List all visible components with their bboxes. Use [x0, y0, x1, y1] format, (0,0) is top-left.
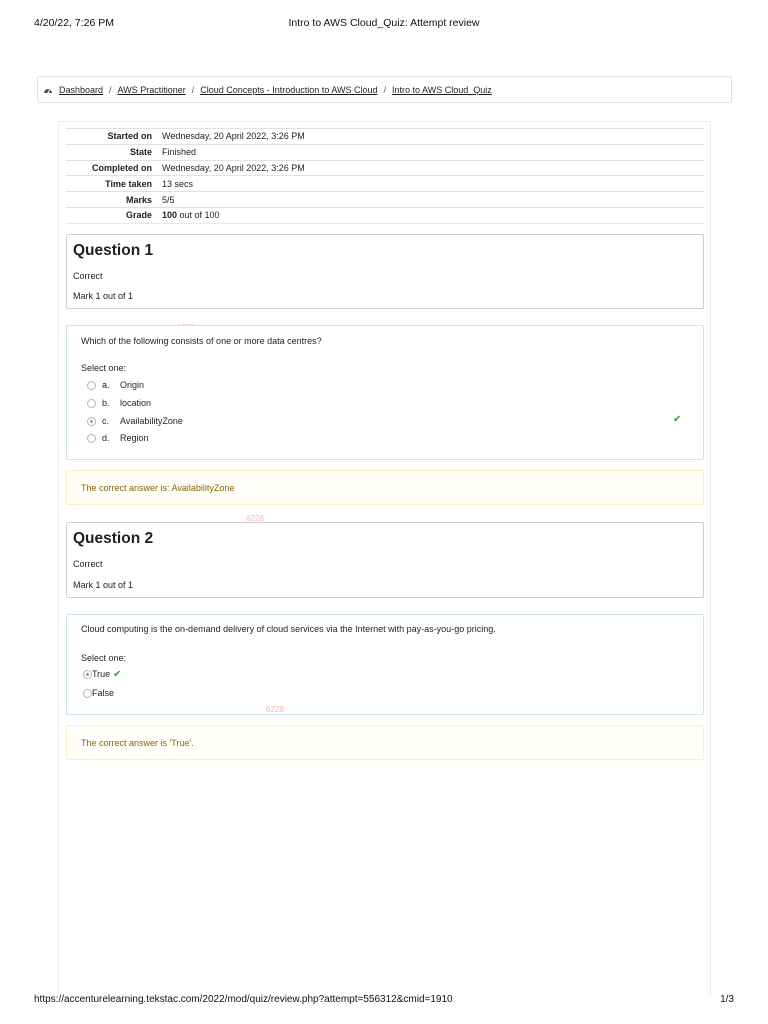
- question-2-mark: Mark 1 out of 1: [73, 580, 134, 590]
- watermark: 6228: [266, 705, 284, 714]
- print-header: [34, 17, 734, 31]
- option-letter: c.: [102, 416, 110, 426]
- option-letter: b.: [102, 398, 110, 408]
- option-true[interactable]: [83, 668, 122, 680]
- summary-label: Started on: [107, 131, 152, 142]
- breadcrumb-separator: /: [383, 84, 387, 95]
- breadcrumb-dashboard[interactable]: Dashboard: [59, 84, 104, 95]
- radio-button-selected[interactable]: [83, 670, 92, 679]
- feedback-text: The correct answer is 'True'.: [81, 737, 194, 748]
- radio-button[interactable]: [87, 399, 96, 408]
- check-icon: ✔: [673, 414, 682, 425]
- question-2-feedback: [66, 725, 704, 760]
- radio-button[interactable]: [87, 434, 96, 443]
- option-d[interactable]: [87, 432, 149, 444]
- question-2-info: [66, 522, 704, 598]
- summary-value: 5/5: [162, 194, 175, 205]
- table-row: [66, 144, 704, 160]
- radio-button[interactable]: [83, 689, 92, 698]
- option-label: AvailabilityZone: [120, 416, 183, 426]
- summary-value: Wednesday, 20 April 2022, 3:26 PM: [162, 162, 305, 173]
- question-1-mark: Mark 1 out of 1: [73, 291, 134, 301]
- option-label: Region: [120, 433, 149, 443]
- check-icon: ✔: [113, 668, 122, 680]
- question-1-title: Question 1: [73, 242, 154, 259]
- question-1-feedback: [66, 470, 704, 505]
- question-1-state: Correct: [73, 271, 103, 281]
- summary-label: Time taken: [105, 178, 152, 189]
- breadcrumb-aws-practitioner[interactable]: AWS Practitioner: [117, 84, 186, 95]
- option-label: location: [120, 398, 152, 408]
- attempt-summary-table: [66, 128, 704, 224]
- summary-grade: [160, 207, 704, 223]
- question-2-state: Correct: [73, 559, 103, 569]
- breadcrumb-separator: /: [109, 84, 112, 95]
- page-url: https://accenturelearning.tekstac.com/2022/mod/quiz/review.php?attempt=556312&cmid=1910: [34, 994, 453, 1005]
- select-one-label: Select one:: [81, 363, 127, 373]
- option-label: True: [92, 669, 111, 679]
- summary-label: Grade: [125, 210, 152, 221]
- page-number: 1/3: [720, 994, 734, 1005]
- option-letter: a.: [102, 380, 110, 390]
- question-1-info: [66, 234, 704, 309]
- table-row: [66, 192, 704, 208]
- feedback-text: The correct answer is: AvailabilityZone: [81, 482, 235, 493]
- option-letter: d.: [102, 433, 110, 443]
- select-one-label: Select one:: [81, 653, 127, 663]
- print-page-title: Intro to AWS Cloud_Quiz: Attempt review: [288, 17, 480, 29]
- option-c[interactable]: [87, 415, 183, 427]
- table-row: [66, 176, 704, 192]
- table-row: [66, 207, 704, 223]
- radio-button[interactable]: [87, 381, 96, 390]
- breadcrumb: [37, 76, 732, 103]
- breadcrumb-quiz[interactable]: Intro to AWS Cloud_Quiz: [392, 84, 492, 95]
- print-datetime: 4/20/22, 7:26 PM: [34, 17, 114, 29]
- option-label: Origin: [120, 380, 145, 390]
- question-2-text: Cloud computing is the on-demand delivery of cloud services via the Internet with pay-as-you-go pricing.: [81, 624, 496, 634]
- summary-label: Completed on: [92, 162, 152, 173]
- summary-label: Marks: [125, 194, 152, 205]
- breadcrumb-cloud-concepts[interactable]: Cloud Concepts - Introduction to AWS Cloud: [200, 84, 378, 95]
- dashboard-icon: [43, 86, 53, 94]
- summary-value: Finished: [162, 147, 197, 158]
- question-2-title: Question 2: [73, 530, 154, 547]
- summary-value: 13 secs: [162, 178, 194, 189]
- option-b[interactable]: [87, 397, 151, 409]
- table-row: [66, 160, 704, 176]
- breadcrumb-separator: /: [191, 84, 195, 95]
- table-row: [66, 129, 704, 145]
- summary-value: Wednesday, 20 April 2022, 3:26 PM: [162, 131, 305, 142]
- question-1-content: [66, 325, 704, 460]
- grade-suffix: out of 100: [177, 210, 220, 221]
- option-label: False: [92, 688, 115, 698]
- option-a[interactable]: [87, 379, 144, 391]
- question-1-text: Which of the following consists of one or more data centres?: [81, 336, 322, 346]
- option-false[interactable]: [83, 687, 114, 699]
- watermark: 6228: [246, 514, 264, 523]
- grade-value: 100: [162, 210, 178, 221]
- question-2-content: [66, 614, 704, 715]
- summary-label: State: [129, 147, 152, 158]
- radio-button-selected[interactable]: [87, 417, 96, 426]
